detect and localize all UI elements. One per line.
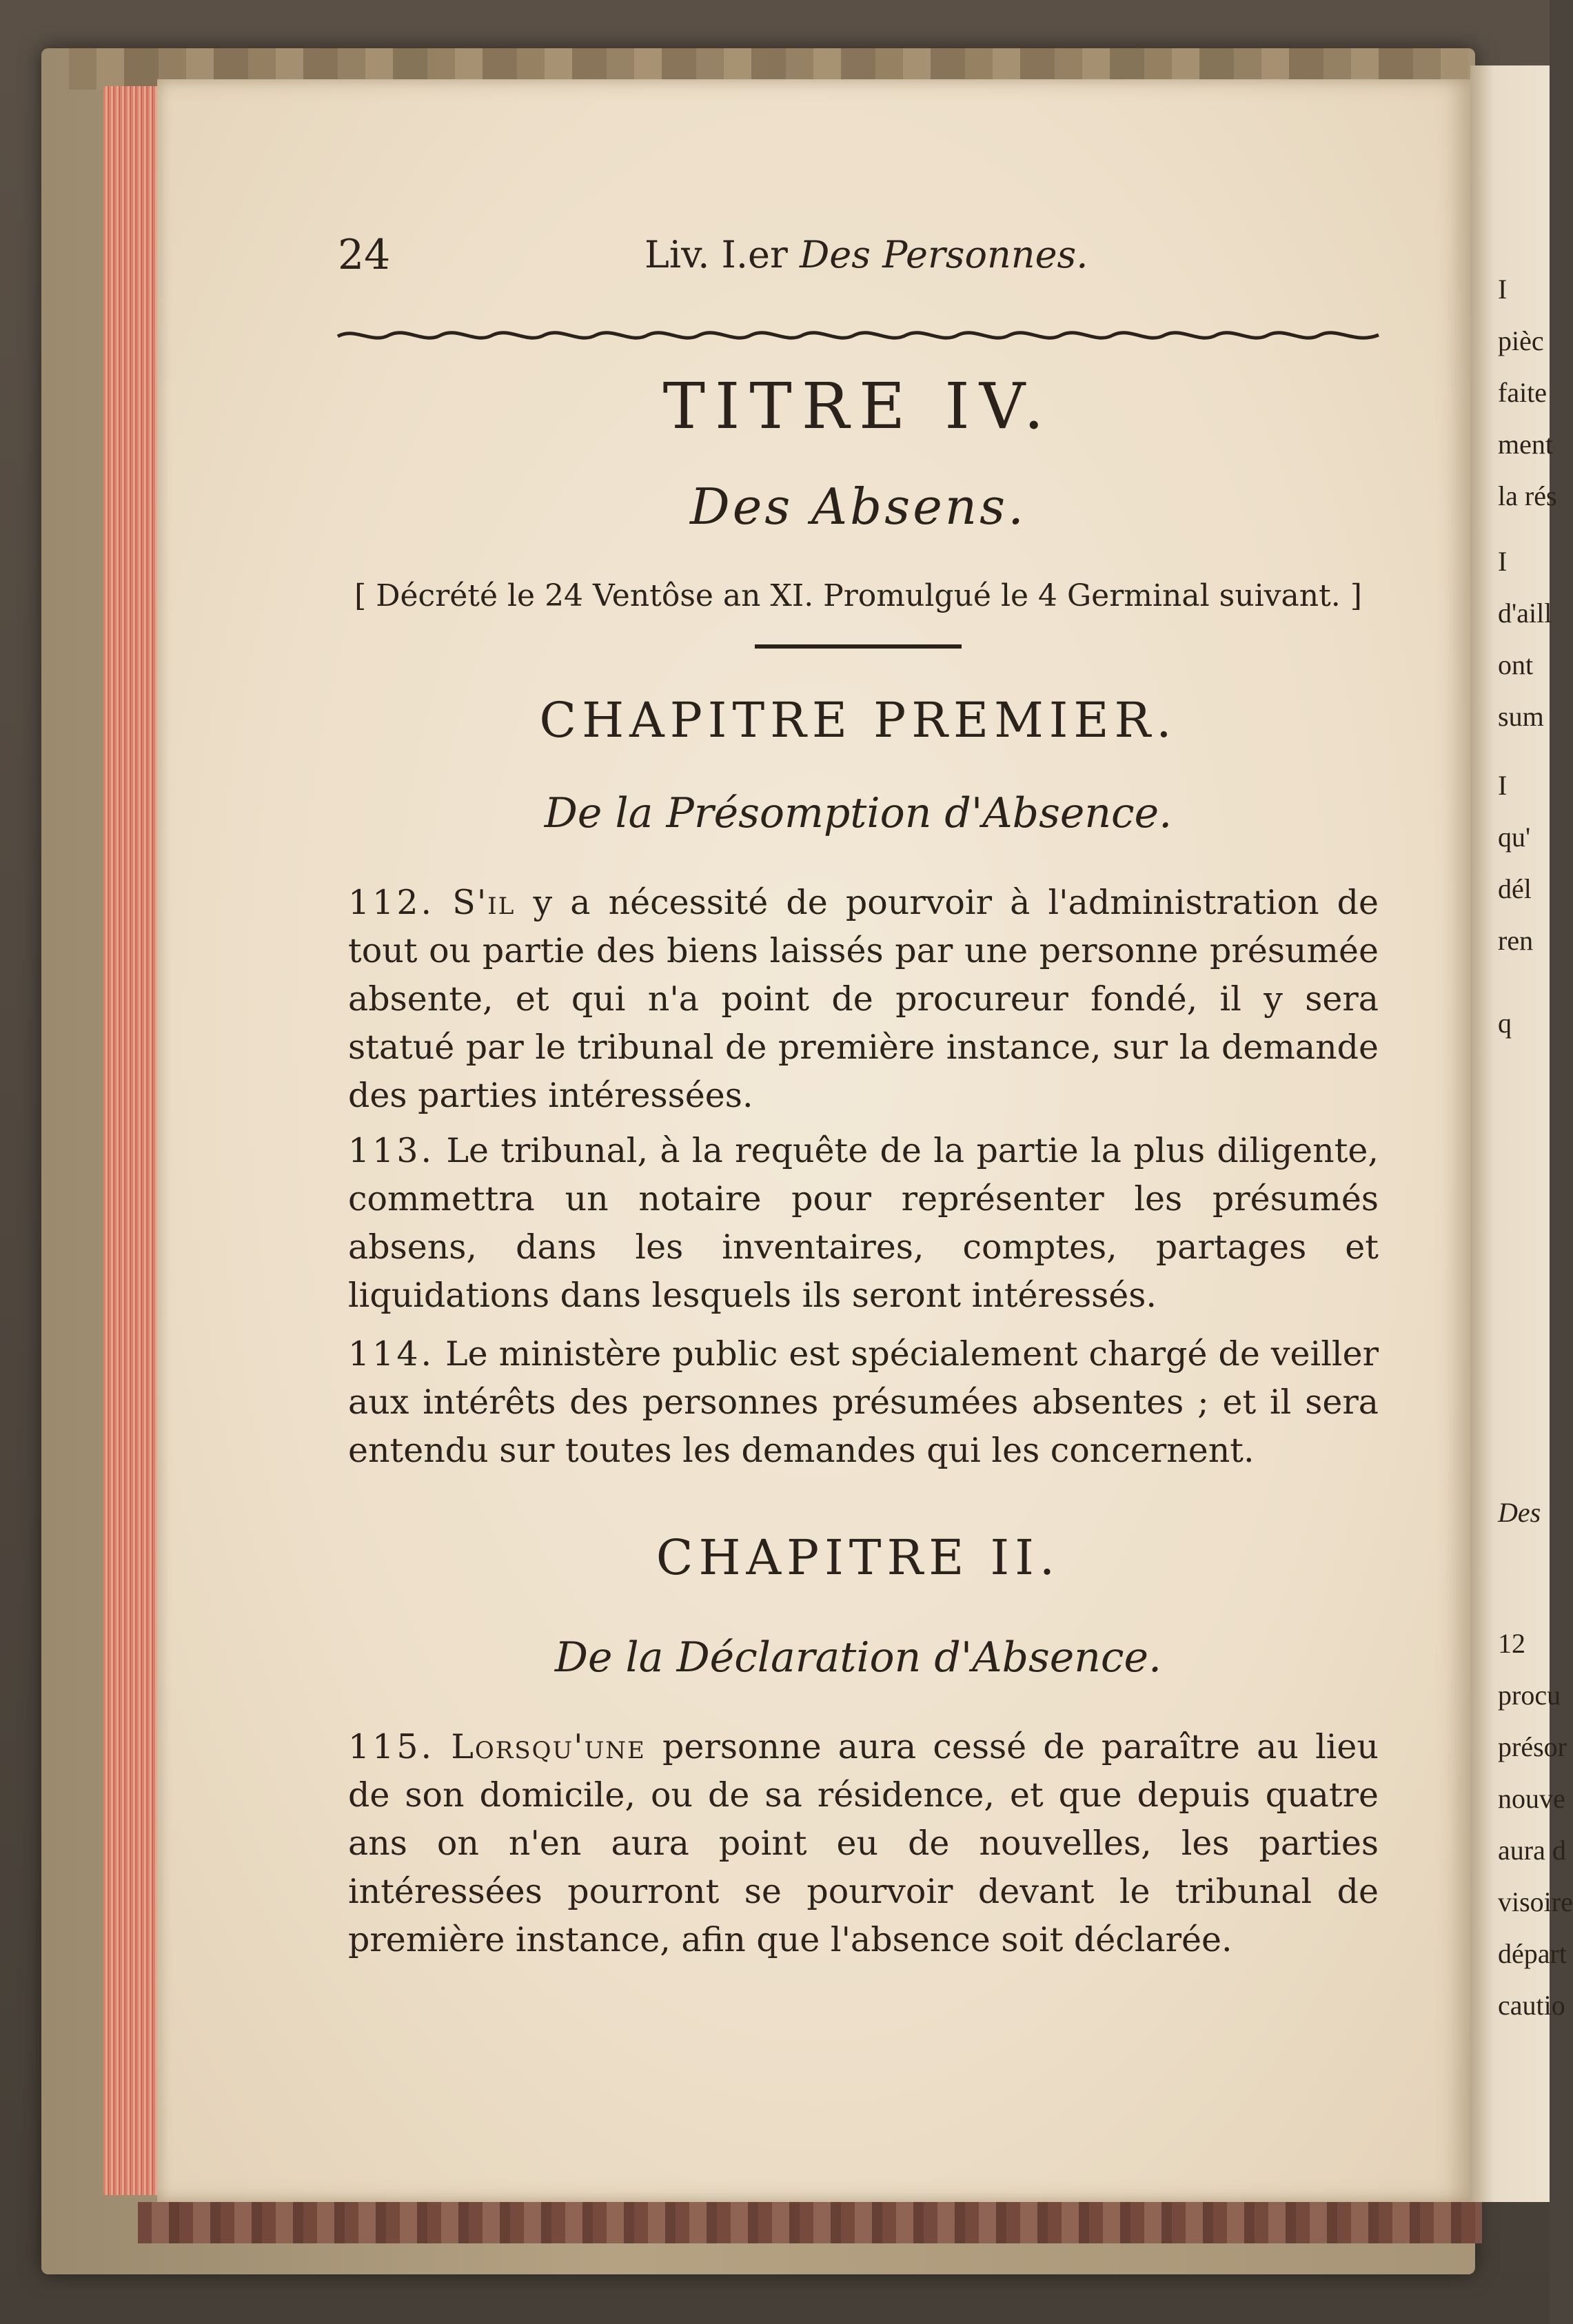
article-number: 115. (348, 1727, 435, 1766)
chapter2-heading: CHAPITRE II. (656, 1529, 1061, 1586)
running-head-title: Des Personnes. (800, 233, 1088, 276)
facing-fragment: I (1498, 546, 1508, 577)
facing-fragment: pièc (1498, 325, 1544, 356)
article-number: 112. (348, 883, 435, 922)
article-text: personne aura cessé de paraître au lieu de son domicile, ou de sa résidence, et que depuis quatre ans on n'en aura point eu de nouvelles, les parties intéressées pourront se pourvoir devant le tribunal de première instance, afin que l'absence soit déclarée. (348, 1727, 1379, 1959)
facing-fragment: aura d (1498, 1835, 1566, 1866)
facing-fragment: la rés (1498, 480, 1557, 511)
article-lead: Lorsqu'une (451, 1727, 646, 1766)
short-rule (755, 644, 962, 649)
article-number: 113. (348, 1131, 435, 1170)
article-113 (348, 1127, 1379, 1320)
chapter1-subtitle: De la Présomption d'Absence. (544, 789, 1173, 837)
article-lead: S'il (452, 883, 516, 922)
wavy-rule-ornament (338, 324, 1379, 345)
cover-bottom-edge (138, 2202, 1482, 2243)
facing-fragment: qu' (1498, 822, 1531, 853)
chapter1-heading: CHAPITRE PREMIER. (539, 692, 1177, 748)
titre-heading: TITRE IV. (662, 369, 1054, 443)
facing-fragment: faite (1498, 377, 1547, 408)
facing-fragment: q (1498, 1008, 1512, 1039)
facing-fragment: départ (1498, 1938, 1567, 1969)
page-edges-red (103, 86, 159, 2195)
article-text: Le ministère public est spécialement chargé de veiller aux intérêts des personnes présumées absentes ; et il sera entendu sur toutes les demandes qui les concernent. (348, 1334, 1379, 1470)
facing-fragment: visoire (1498, 1886, 1573, 1917)
facing-fragment: I (1498, 274, 1508, 305)
titre-subtitle: Des Absens. (689, 478, 1027, 536)
article-number: 114. (348, 1334, 435, 1374)
facing-fragment: 12 (1498, 1628, 1525, 1659)
facing-fragment: d'aill (1498, 598, 1552, 629)
page-number: 24 (338, 231, 391, 279)
facing-fragment: nouve (1498, 1783, 1565, 1814)
facing-fragment: Des (1498, 1497, 1541, 1528)
facing-fragment: sum (1498, 701, 1544, 732)
decree-note: [ Décrété le 24 Ventôse an XI. Promulgué le 4 Germinal suivant. ] (354, 578, 1362, 613)
running-head-book: Liv. I.er (645, 233, 788, 276)
facing-fragment: procu (1498, 1680, 1561, 1711)
facing-fragment: I (1498, 770, 1508, 801)
article-115 (348, 1723, 1379, 1964)
facing-fragment: présor (1498, 1731, 1567, 1762)
article-text: y a nécessité de pourvoir à l'administration de tout ou partie des biens laissés par une personne présumée absente, et qui n'a point de procureur fondé, il y sera statué par le tribunal de première instance, sur la demande des parties intéressées. (348, 883, 1379, 1115)
facing-fragment: cautio (1498, 1990, 1565, 2021)
article-text: Le tribunal, à la requête de la partie la plus diligente, commettra un notaire pour représenter les présumés absens, dans les inventaires, comptes, partages et liquidations dans lesquels ils seront intéressés. (348, 1131, 1379, 1315)
facing-fragment: ment (1498, 429, 1553, 460)
article-112 (348, 879, 1379, 1120)
facing-fragment: ren (1498, 925, 1534, 956)
chapter2-subtitle: De la Déclaration d'Absence. (554, 1633, 1162, 1682)
facing-page (1470, 65, 1573, 2202)
facing-fragment: dél (1498, 873, 1532, 904)
running-head (645, 227, 1088, 283)
facing-fragment: ont (1498, 649, 1534, 680)
article-114 (348, 1330, 1379, 1475)
